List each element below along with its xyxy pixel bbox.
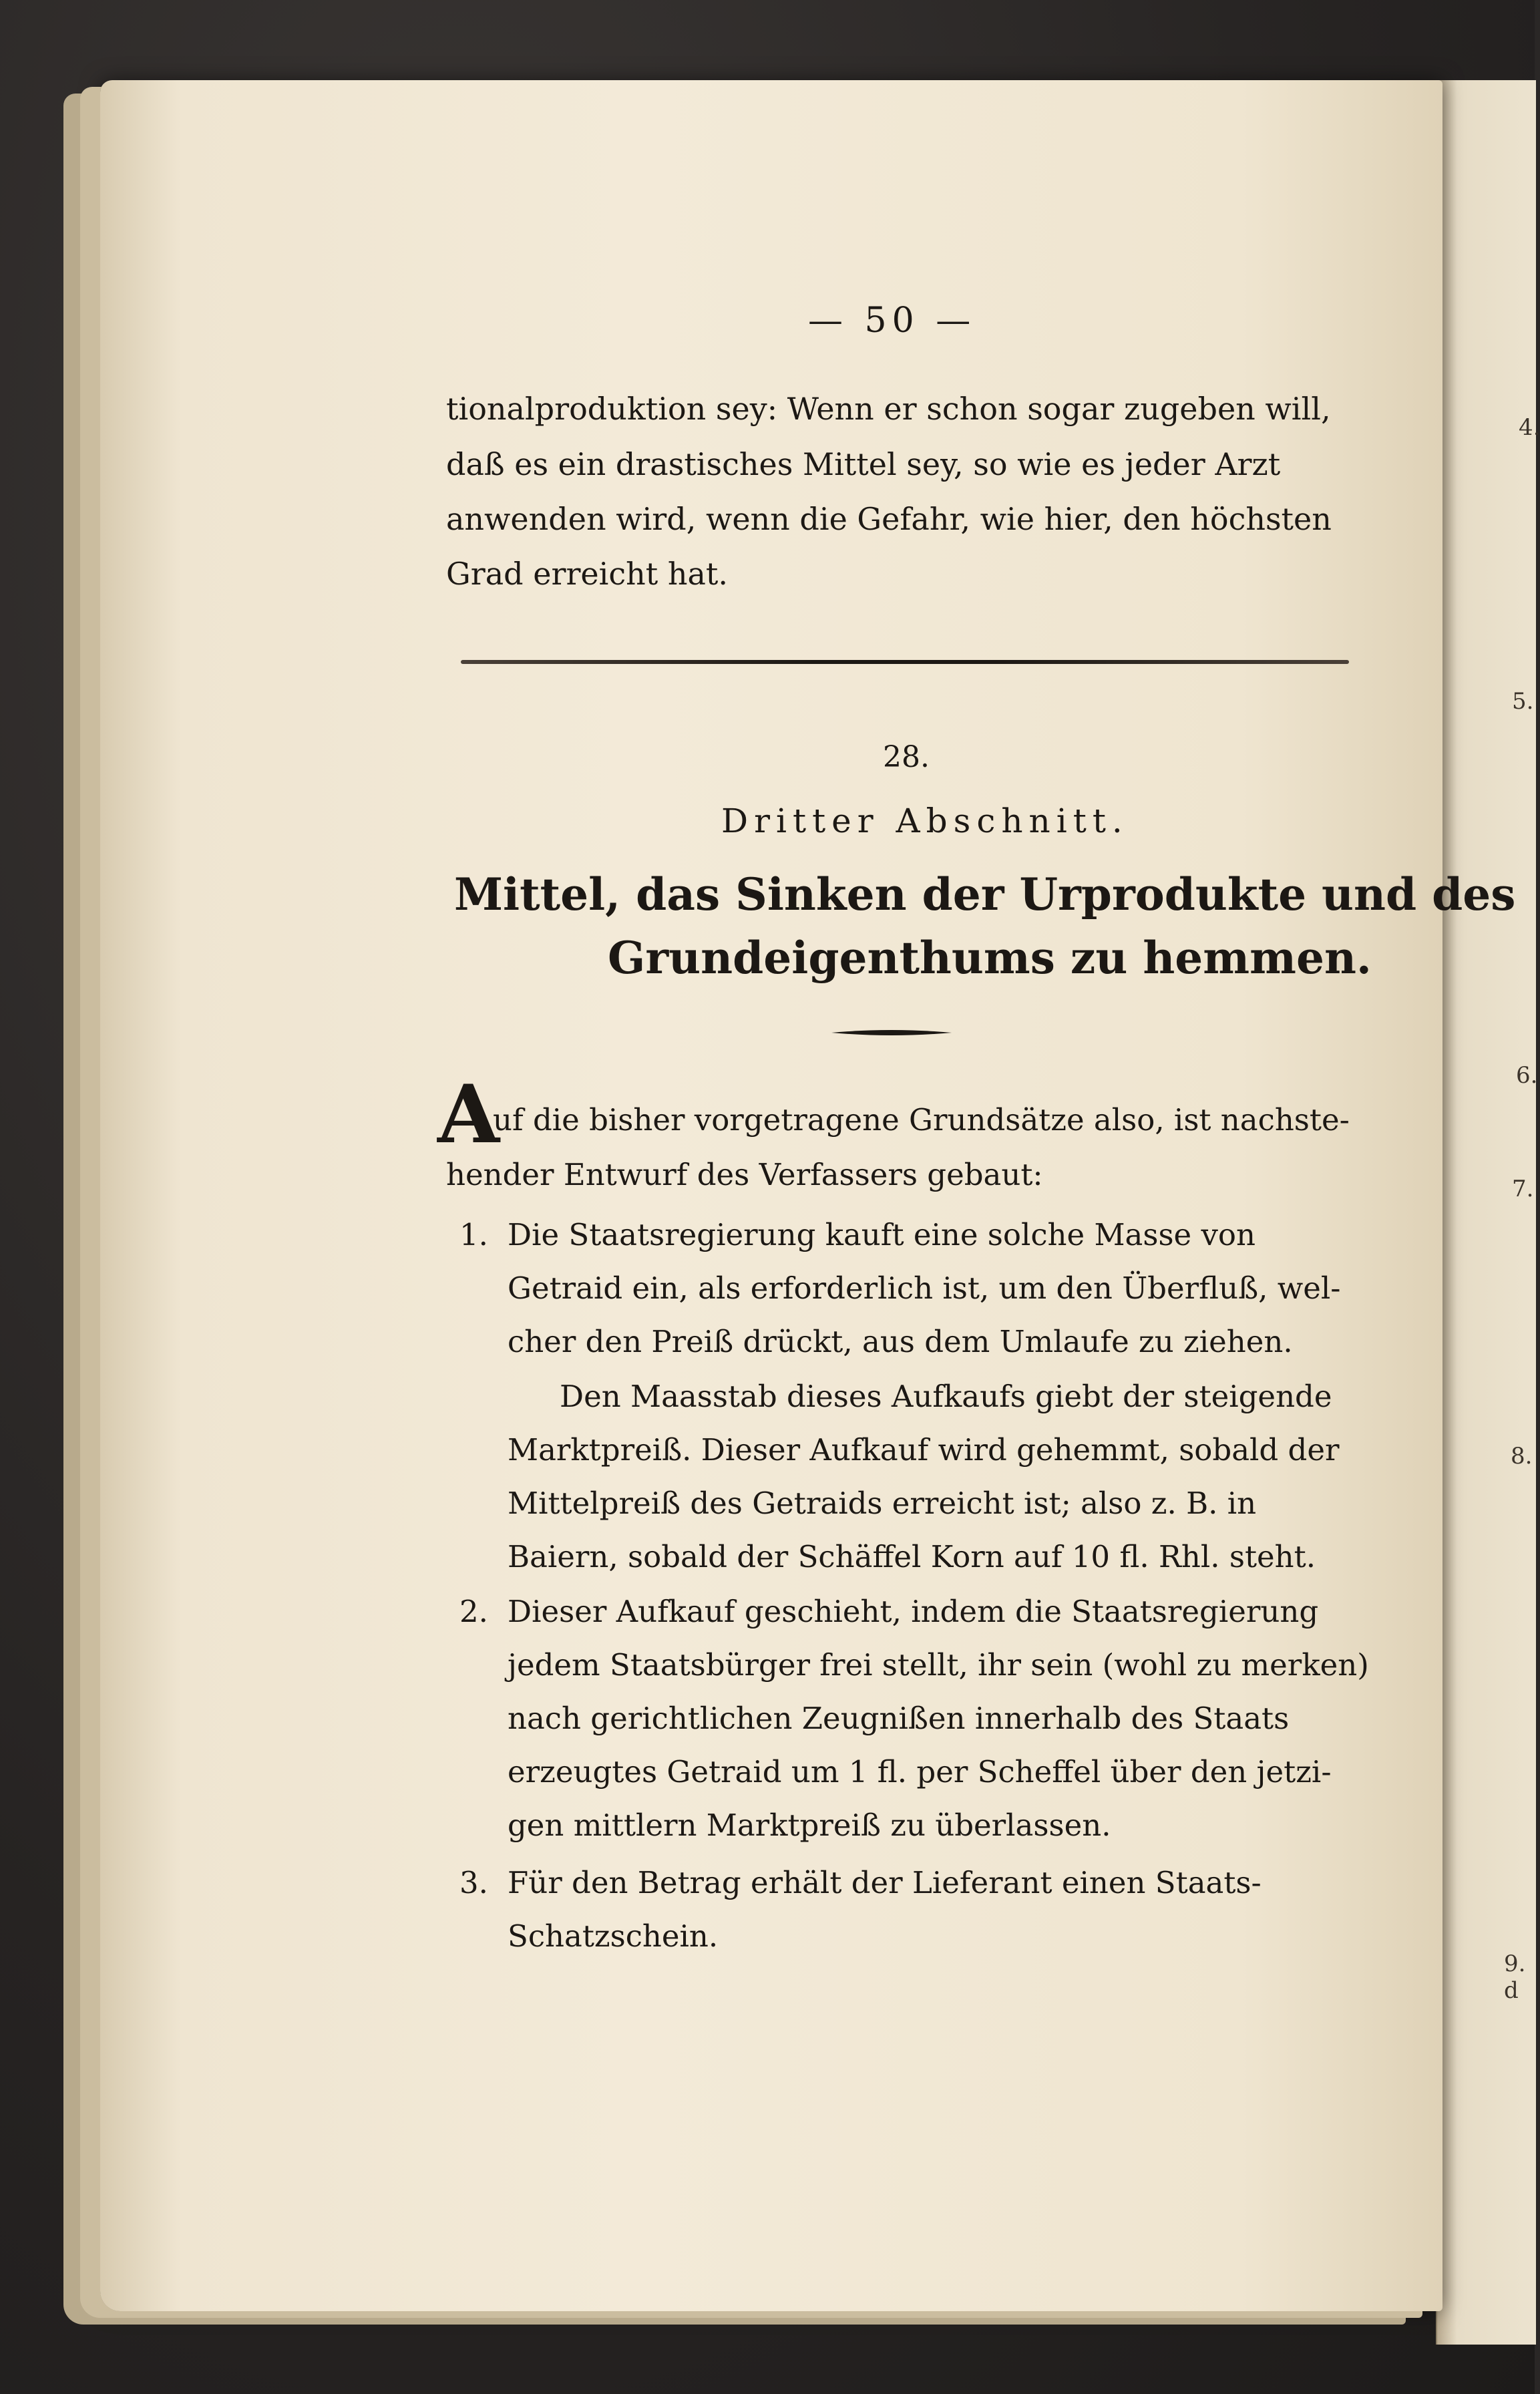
section-number: 28. bbox=[883, 740, 930, 774]
list-item-number: 3. bbox=[459, 1865, 488, 1900]
facing-page bbox=[1436, 80, 1540, 2345]
list-item-line: Dieser Aufkauf geschieht, indem die Staatsregierung bbox=[508, 1594, 1319, 1629]
list-item-line: Getraid ein, als erforderlich ist, um den Überfluß, wel- bbox=[508, 1270, 1341, 1306]
list-item-line: gen mittlern Marktpreiß zu überlassen. bbox=[508, 1808, 1111, 1843]
list-item-line: cher den Preiß drückt, aus dem Umlaufe zu ziehen. bbox=[508, 1324, 1293, 1359]
list-item-line: nach gerichtlichen Zeugnißen innerhalb des Staats bbox=[508, 1701, 1290, 1736]
drop-capital: A bbox=[437, 1067, 500, 1162]
facing-page-number: 4. bbox=[1519, 414, 1540, 441]
list-item-line: Die Staatsregierung kauft eine solche Masse von bbox=[508, 1217, 1256, 1252]
continuation-line: Grad erreicht hat. bbox=[446, 556, 729, 592]
list-item-line: jedem Staatsbürger frei stellt, ihr sein (wohl zu merken) bbox=[508, 1647, 1369, 1683]
continuation-line: daß es ein drastisches Mittel sey, so wie es jeder Arzt bbox=[446, 446, 1281, 482]
list-item-number: 1. bbox=[459, 1217, 488, 1252]
chapter-title: Dritter Abschnitt. bbox=[721, 802, 1129, 840]
continuation-line: anwenden wird, wenn die Gefahr, wie hier, den höchsten bbox=[446, 501, 1332, 537]
list-item-line: erzeugtes Getraid um 1 fl. per Scheffel über den jetzi- bbox=[508, 1754, 1332, 1789]
list-item-line: Schatzschein. bbox=[508, 1918, 719, 1954]
section-divider bbox=[461, 660, 1349, 664]
facing-page-number: 9. d bbox=[1504, 1950, 1526, 2004]
facing-page-number: 5. bbox=[1512, 688, 1534, 715]
list-item-line: Für den Betrag erhält der Lieferant einen Staats- bbox=[508, 1865, 1262, 1900]
list-item-subline: Den Maasstab dieses Aufkaufs giebt der steigende bbox=[560, 1379, 1332, 1414]
list-item-subline: Baiern, sobald der Schäffel Korn auf 10 fl. Rhl. steht. bbox=[508, 1539, 1316, 1574]
list-item-number: 2. bbox=[459, 1594, 488, 1629]
intro-line: uf die bisher vorgetragene Grundsätze also, ist nachste- bbox=[493, 1102, 1350, 1138]
facing-page-number: 8. bbox=[1511, 1443, 1533, 1470]
ornamental-rule bbox=[831, 1029, 952, 1037]
facing-page-number: 6. bbox=[1516, 1062, 1538, 1089]
list-item-subline: Marktpreiß. Dieser Aufkauf wird gehemmt, sobald der bbox=[508, 1432, 1340, 1468]
heading-line: Grundeigenthums zu hemmen. bbox=[608, 932, 1372, 984]
heading-line: Mittel, das Sinken der Urprodukte und des bbox=[454, 868, 1516, 920]
list-item-subline: Mittelpreiß des Getraids erreicht ist; also z. B. in bbox=[508, 1486, 1257, 1521]
page-number: — 50 — bbox=[808, 301, 976, 341]
facing-page-number: 7. bbox=[1512, 1176, 1534, 1202]
intro-line: hender Entwurf des Verfassers gebaut: bbox=[446, 1157, 1043, 1192]
continuation-line: tionalproduktion sey: Wenn er schon sogar zugeben will, bbox=[446, 391, 1331, 427]
